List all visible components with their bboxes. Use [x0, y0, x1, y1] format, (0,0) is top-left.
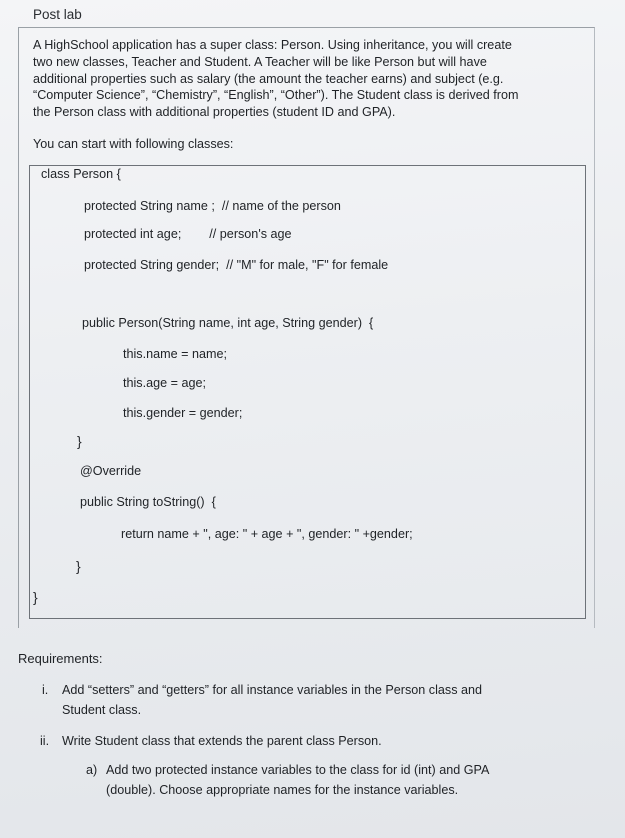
- code-class-header: class Person {: [41, 167, 121, 181]
- requirement-number: a): [86, 763, 98, 777]
- requirement-text: [62, 731, 382, 751]
- intro-line: “Computer Science”, “Chemistry”, “English”, “Other”). The Student class is derived from: [33, 88, 519, 103]
- requirement-number: i.: [42, 683, 49, 697]
- code-constructor: public Person(String name, int age, String gender) {: [82, 316, 374, 330]
- code-assign-name: this.name = name;: [123, 347, 227, 361]
- requirement-line: Student class.: [62, 703, 142, 717]
- code-return-statement: return name + ", age: " + age + ", gender: " +gender;: [121, 527, 413, 541]
- code-assign-age: this.age = age;: [123, 376, 206, 390]
- requirement-number: ii.: [40, 734, 50, 748]
- code-field-age: protected int age; // person's age: [84, 227, 292, 241]
- requirement-text: [106, 760, 489, 800]
- intro-line: A HighSchool application has a super class: Person. Using inheritance, you will create: [33, 38, 512, 52]
- code-field-name: protected String name ; // name of the person: [84, 199, 341, 213]
- code-assign-gender: this.gender = gender;: [123, 406, 243, 420]
- code-block: [29, 165, 586, 619]
- requirements-heading: Requirements:: [18, 651, 103, 666]
- code-close-brace-2: }: [76, 558, 81, 574]
- start-text: You can start with following classes:: [33, 137, 234, 151]
- code-class-close: }: [33, 589, 38, 605]
- intro-line: the Person class with additional properties (student ID and GPA).: [33, 105, 396, 120]
- code-close-brace: }: [77, 433, 82, 449]
- requirement-line: (double). Choose appropriate names for the instance variables.: [106, 783, 459, 797]
- intro-line: two new classes, Teacher and Student. A Teacher will be like Person but will have: [33, 54, 487, 69]
- code-annotation: @Override: [80, 464, 142, 478]
- intro-paragraph: [33, 37, 563, 121]
- requirement-line: Add two protected instance variables to the class for id (int) and GPA: [106, 763, 490, 777]
- intro-line: additional properties such as salary (the amount the teacher earns) and subject (e.g.: [33, 71, 504, 86]
- code-tostring-signature: public String toString() {: [80, 495, 216, 509]
- requirement-line: Write Student class that extends the parent class Person.: [62, 734, 382, 748]
- code-field-gender: protected String gender; // "M" for male, "F" for female: [84, 258, 389, 272]
- page-title: Post lab: [33, 7, 82, 22]
- requirement-text: [62, 680, 482, 720]
- requirement-line: Add “setters” and “getters” for all instance variables in the Person class and: [62, 683, 482, 697]
